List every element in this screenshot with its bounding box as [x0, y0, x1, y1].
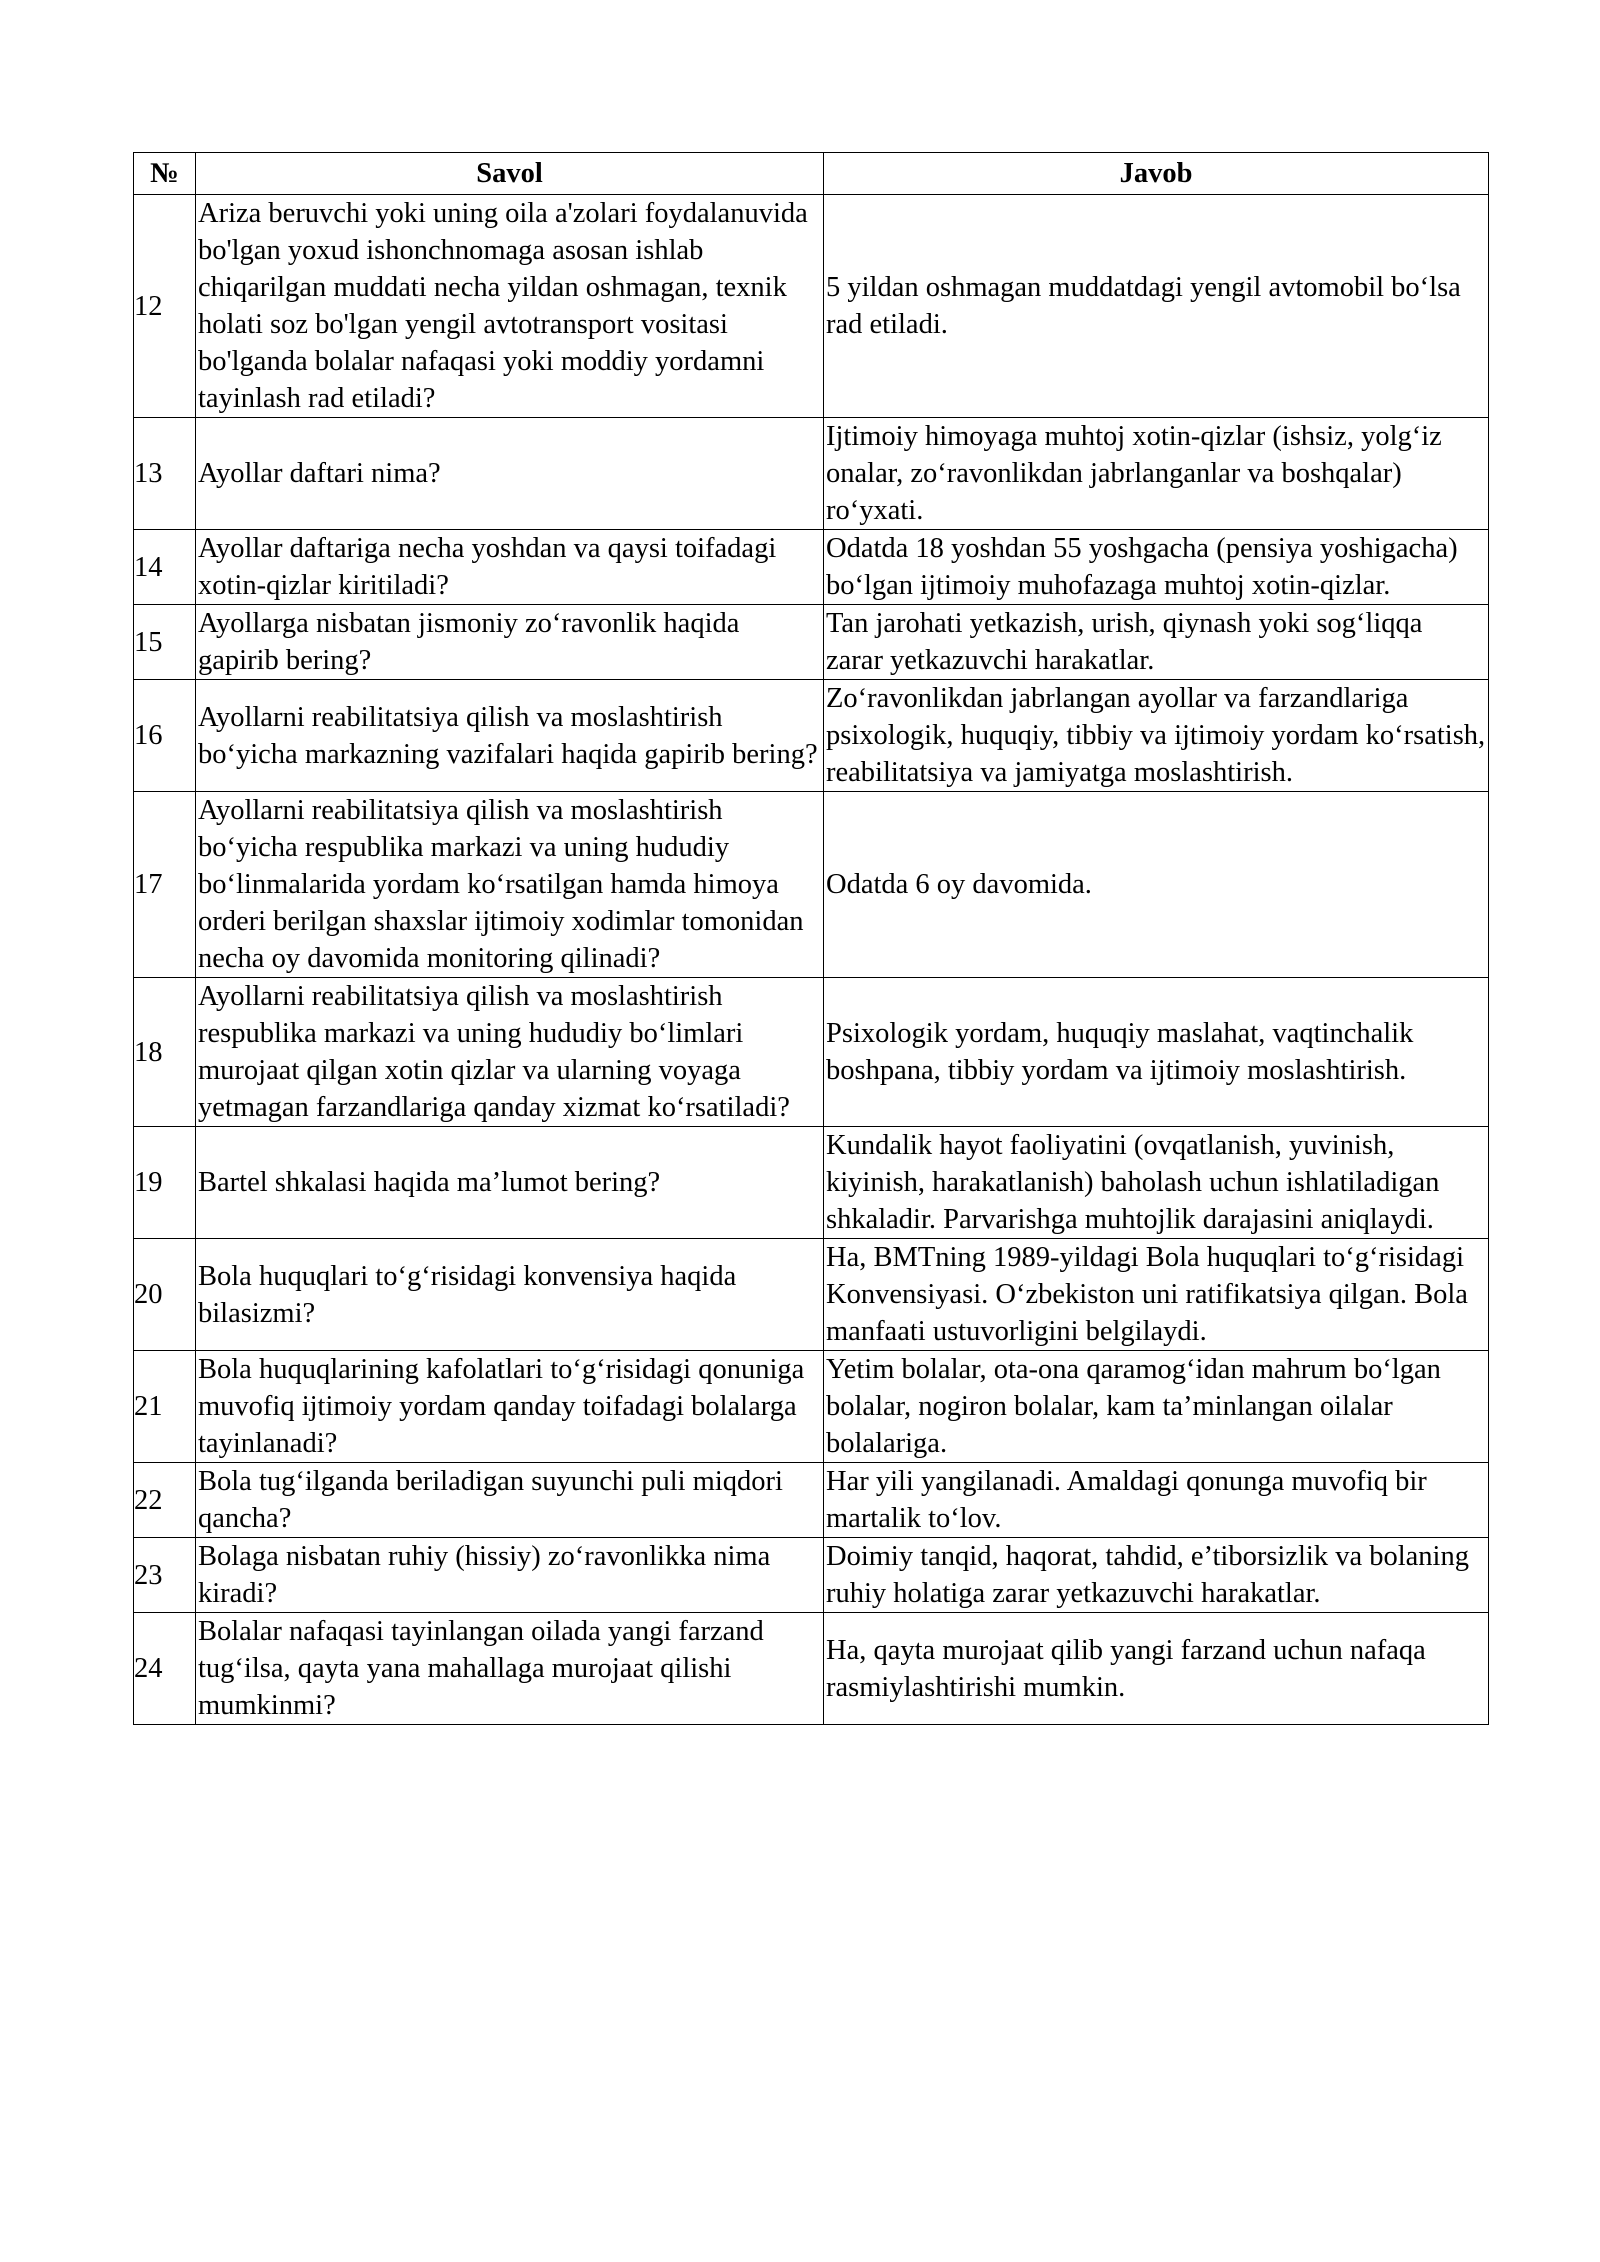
row-answer: Har yili yangilanadi. Amaldagi qonunga muvofiq bir martalik to‘lov.	[824, 1463, 1489, 1538]
row-question: Bola huquqlari to‘g‘risidagi konvensiya haqida bilasizmi?	[196, 1239, 824, 1351]
row-question: Bolalar nafaqasi tayinlangan oilada yangi farzand tug‘ilsa, qayta yana mahallaga murojaat qilishi mumkinmi?	[196, 1613, 824, 1725]
header-answer: Javob	[824, 153, 1489, 195]
row-answer: Kundalik hayot faoliyatini (ovqatlanish, yuvinish, kiyinish, harakatlanish) baholash uchun ishlatiladigan shkaladir. Parvarishga muhtojlik darajasini aniqlaydi.	[824, 1127, 1489, 1239]
table-row	[134, 195, 1489, 418]
table-row	[134, 418, 1489, 530]
row-answer: Psixologik yordam, huquqiy maslahat, vaqtinchalik boshpana, tibbiy yordam va ijtimoiy moslashtirish.	[824, 978, 1489, 1127]
table-row	[134, 1613, 1489, 1725]
table-row	[134, 1127, 1489, 1239]
row-number: 21	[134, 1351, 196, 1463]
table-row	[134, 978, 1489, 1127]
table-row	[134, 1538, 1489, 1613]
row-number: 17	[134, 792, 196, 978]
row-number: 22	[134, 1463, 196, 1538]
table-row	[134, 1239, 1489, 1351]
row-answer: Odatda 18 yoshdan 55 yoshgacha (pensiya yoshigacha) bo‘lgan ijtimoiy muhofazaga muhtoj xotin-qizlar.	[824, 530, 1489, 605]
row-question: Ariza beruvchi yoki uning oila a'zolari foydalanuvida bo'lgan yoxud ishonchnomaga asosan ishlab chiqarilgan muddati necha yildan oshmagan, texnik holati soz bo'lgan yengil avtotransport vositasi bo'lganda bolalar nafaqasi yoki moddiy yordamni tayinlash rad etiladi?	[196, 195, 824, 418]
row-question: Ayollarni reabilitatsiya qilish va moslashtirish bo‘yicha respublika markazi va uning hududiy bo‘linmalarida yordam ko‘rsatilgan hamda himoya orderi berilgan shaxslar ijtimoiy xodimlar tomonidan necha oy davomida monitoring qilinadi?	[196, 792, 824, 978]
header-question: Savol	[196, 153, 824, 195]
table-row	[134, 1463, 1489, 1538]
row-number: 24	[134, 1613, 196, 1725]
row-answer: Tan jarohati yetkazish, urish, qiynash yoki sog‘liqqa zarar yetkazuvchi harakatlar.	[824, 605, 1489, 680]
table-header-row	[134, 153, 1489, 195]
row-number: 19	[134, 1127, 196, 1239]
row-question: Ayollar daftari nima?	[196, 418, 824, 530]
row-question: Bola huquqlarining kafolatlari to‘g‘risidagi qonuniga muvofiq ijtimoiy yordam qanday toifadagi bolalarga tayinlanadi?	[196, 1351, 824, 1463]
row-answer: Yetim bolalar, ota-ona qaramog‘idan mahrum bo‘lgan bolalar, nogiron bolalar, kam ta’minlangan oilalar bolalariga.	[824, 1351, 1489, 1463]
table-row	[134, 1351, 1489, 1463]
document-page	[133, 152, 1488, 1725]
row-answer: Ha, BMTning 1989-yildagi Bola huquqlari to‘g‘risidagi Konvensiyasi. O‘zbekiston uni ratifikatsiya qilgan. Bola manfaati ustuvorligini belgilaydi.	[824, 1239, 1489, 1351]
row-number: 13	[134, 418, 196, 530]
row-number: 23	[134, 1538, 196, 1613]
table-row	[134, 680, 1489, 792]
row-question: Ayollarga nisbatan jismoniy zo‘ravonlik haqida gapirib bering?	[196, 605, 824, 680]
row-question: Bola tug‘ilganda beriladigan suyunchi puli miqdori qancha?	[196, 1463, 824, 1538]
row-number: 14	[134, 530, 196, 605]
row-number: 16	[134, 680, 196, 792]
row-number: 12	[134, 195, 196, 418]
row-question: Ayollarni reabilitatsiya qilish va moslashtirish bo‘yicha markazning vazifalari haqida gapirib bering?	[196, 680, 824, 792]
row-answer: Ha, qayta murojaat qilib yangi farzand uchun nafaqa rasmiylashtirishi mumkin.	[824, 1613, 1489, 1725]
row-number: 20	[134, 1239, 196, 1351]
row-answer: 5 yildan oshmagan muddatdagi yengil avtomobil bo‘lsa rad etiladi.	[824, 195, 1489, 418]
header-number: №	[134, 153, 196, 195]
row-answer: Odatda 6 oy davomida.	[824, 792, 1489, 978]
table-row	[134, 605, 1489, 680]
qa-table	[133, 152, 1489, 1725]
row-question: Ayollarni reabilitatsiya qilish va moslashtirish respublika markazi va uning hududiy bo‘limlari murojaat qilgan xotin qizlar va ularning voyaga yetmagan farzandlariga qanday xizmat ko‘rsatiladi?	[196, 978, 824, 1127]
row-number: 18	[134, 978, 196, 1127]
row-answer: Ijtimoiy himoyaga muhtoj xotin-qizlar (ishsiz, yolg‘iz onalar, zo‘ravonlikdan jabrlanganlar va boshqalar) ro‘yxati.	[824, 418, 1489, 530]
row-question: Bartel shkalasi haqida ma’lumot bering?	[196, 1127, 824, 1239]
row-number: 15	[134, 605, 196, 680]
row-question: Ayollar daftariga necha yoshdan va qaysi toifadagi xotin-qizlar kiritiladi?	[196, 530, 824, 605]
row-question: Bolaga nisbatan ruhiy (hissiy) zo‘ravonlikka nima kiradi?	[196, 1538, 824, 1613]
row-answer: Doimiy tanqid, haqorat, tahdid, e’tiborsizlik va bolaning ruhiy holatiga zarar yetkazuvchi harakatlar.	[824, 1538, 1489, 1613]
row-answer: Zo‘ravonlikdan jabrlangan ayollar va farzandlariga psixologik, huquqiy, tibbiy va ijtimoiy yordam ko‘rsatish, reabilitatsiya va jamiyatga moslashtirish.	[824, 680, 1489, 792]
table-row	[134, 530, 1489, 605]
table-row	[134, 792, 1489, 978]
